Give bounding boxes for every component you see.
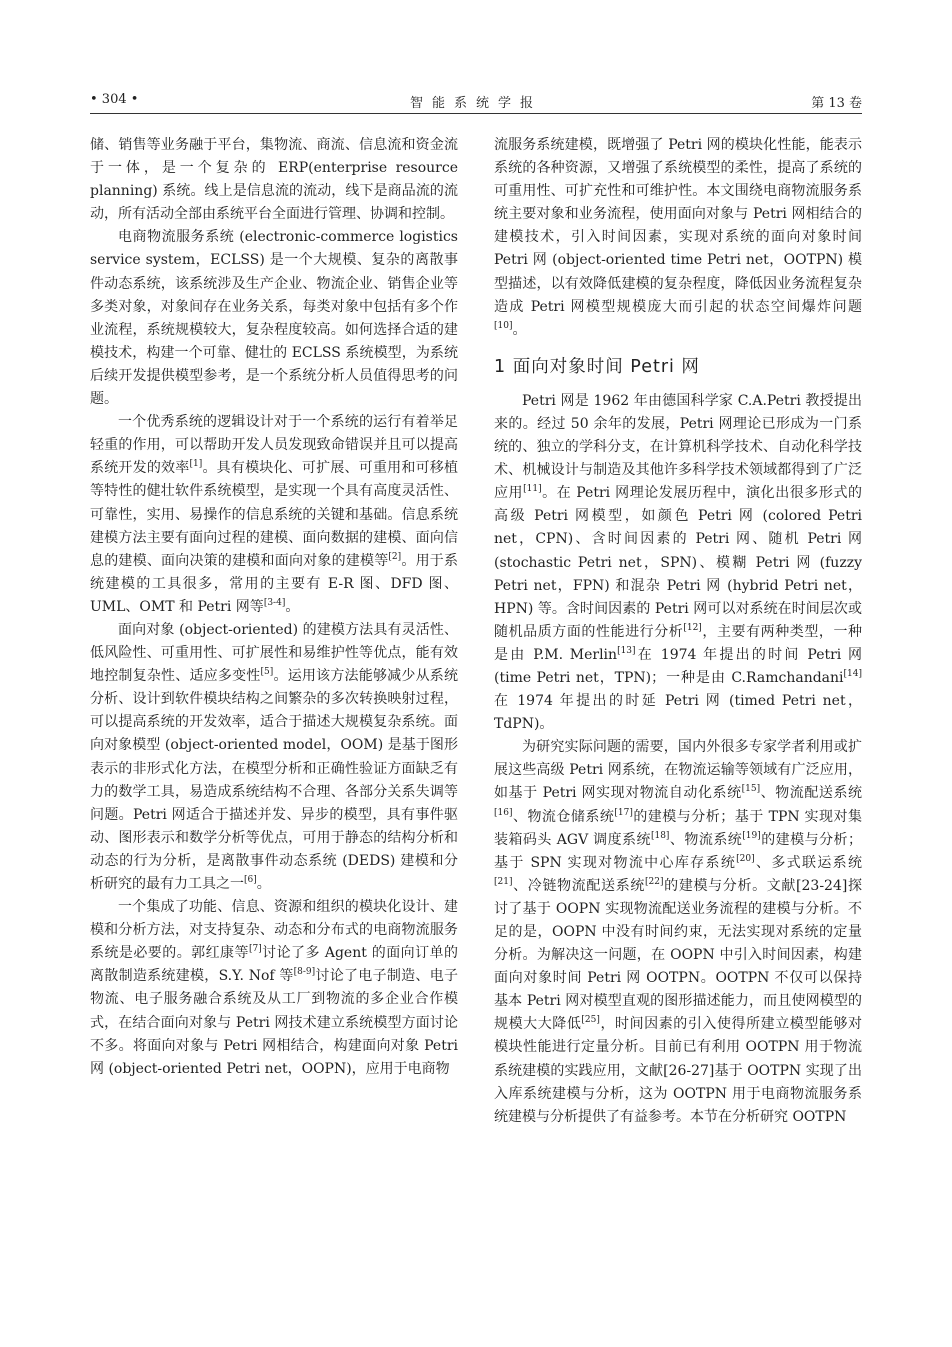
section-heading: 1 面向对象时间 Petri 网 — [494, 356, 700, 377]
citation[interactable]: [11] — [523, 484, 542, 495]
paragraph-text: 为研究实际问题的需要，国内外很多专家学者利用或扩展这些高级 Petri 网系统，在物流运输等领域有广泛应用，如基于 Petri 网实现对物流自动化系统 — [494, 739, 862, 802]
citation[interactable]: [15] — [741, 784, 761, 795]
page-number: • 304 • — [90, 92, 139, 107]
citation[interactable]: [17] — [614, 807, 633, 818]
citation[interactable]: [8-9] — [293, 967, 316, 978]
paragraph-text: 一个优秀系统的逻辑设计对于一个系统的运行有着举足轻重的作用，可以帮助开发人员发现致命错误并且可以提高系统开发的效率 — [90, 414, 458, 477]
citation[interactable]: [25] — [581, 1015, 600, 1026]
citation[interactable]: [12] — [683, 622, 702, 633]
citation[interactable]: [3-4] — [263, 597, 286, 608]
paragraph — [90, 896, 458, 1081]
paragraph-text: 的建模与分析。文献[23-24]探讨了基于 OOPN 实现物流配送业务流程的建模与分析。不足的是，OOPN 中没有时间约束，无法实现对系统的定量分析。为解决这一问题，在 OOPN 中引入时间因素，构建面向对象时间 Petri 网 OOTPN。OOTPN 不仅可以保持基本 Petri 网对模型直观的图形描述能力，而且使网模型的规模大大降低 — [494, 877, 862, 1033]
paragraph-text: 讨论了电子制造、电子物流、电子服务融合系统及从工厂到物流的多企业合作模式，在结合面向对象与 Petri 网技术建立系统模型方面讨论不多。将面向对象与 Petri 网相结合，构建面向对象 Petri 网 (object-oriented Petri net，OOPN)，应用于电商物 — [90, 968, 458, 1077]
paragraph-text: 、多式联运系统 — [754, 854, 862, 871]
paragraph-text: 、物流系统 — [669, 831, 743, 848]
paragraph-text: 的建模与分析；基于 TPN 实现对集装箱码头 AGV 调度系统 — [494, 808, 862, 848]
paragraph-text: 、物流仓储系统 — [512, 808, 615, 825]
citation[interactable]: [13] — [617, 645, 636, 656]
citation[interactable]: [20] — [736, 853, 755, 864]
paragraph — [90, 619, 458, 896]
paragraph-text: 。 — [512, 321, 527, 338]
paragraph-text: 的建模与分析；基于 SPN 实现对物流中心库存系统 — [494, 831, 862, 871]
paragraph-text: 。运用该方法能够减少从系统分析、设计到软件模块结构之间繁杂的多次转换映射过程，可以提高系统的开发效率，适合于描述大规模复杂系统。面向对象模型 (object-oriented model，OOM) 是基于图形表示的非形式化方法，在模型分析和正确性验证方面缺乏有力的数学工具，易造成系统结构不合理、各部分关系失调等问题。Petri 网适合于描述并发、异步的模型，具有事件驱动、图形表示和数学分析等优点，可用于静态的结构分析和动态的行为分析，是离散事件动态系统 (DEDS) 建模和分析研究的最有力工具之一 — [90, 668, 459, 892]
paragraph-text: 储、销售等业务融于平台，集物流、商流、信息流和资金流于一体，是一个复杂的 ERP(enterprise resource planning) 系统。线上是信息流的流动，线下是商品流的流动，所有活动全部由系统平台全面进行管理、协调和控制。 — [90, 137, 458, 223]
paragraph-text: 电商物流服务系统 (electronic-commerce logistics service system，ECLSS) 是一个大规模、复杂的离散事件动态系统，该系统涉及生产企业、物流企业、销售企业等多类对象，对象间存在业务关系，每类对象中包括有多个作业流程，系统规模较大，复杂程度较高。如何选择合适的建模技术，构建一个可靠、健壮的 ECLSS 系统模型，为系统后续开发提供模型参考，是一个系统分析人员值得思考的问题。 — [90, 229, 458, 408]
left-column — [90, 134, 458, 1081]
paragraph-text: 一个集成了功能、信息、资源和组织的模块化设计、建模和分析方法，对支持复杂、动态和分布式的电商物流服务系统是必要的。郭红康等 — [90, 899, 458, 962]
paragraph-text: 、冷链物流配送系统 — [512, 877, 646, 894]
citation[interactable]: [5] — [260, 667, 274, 678]
paragraph-text: 。具有模块化、可扩展、可重用和可移植等特性的健壮软件系统模型，是实现一个具有高度灵活性、可靠性，实用、易操作的信息系统的关键和基础。信息系统建模方法主要有面向过程的建模、面向数据的建模、面向信息的建模、面向决策的建模和面向对象的建模等 — [90, 460, 459, 569]
paragraph-text: 讨论了多 Agent 的面向订单的离散制造系统建模，S.Y. Nof 等 — [90, 945, 458, 985]
citation[interactable]: [2] — [388, 551, 402, 562]
citation[interactable]: [19] — [742, 830, 761, 841]
citation[interactable]: [21] — [494, 876, 513, 887]
citation[interactable]: [22] — [645, 876, 664, 887]
journal-title: 智能系统学报 — [409, 96, 542, 111]
paragraph-text: 在 1974 年提出的时延 Petri 网 (timed Petri net，TdPN)。 — [494, 693, 862, 733]
paragraph-text: 。用于系统建模的工具很多，常用的主要有 E-R 图、DFD 图、UML、OMT 和 Petri 网等 — [90, 552, 459, 615]
paragraph-text: Petri 网是 1962 年由德国科学家 C.A.Petri 教授提出来的。经过 50 余年的发展，Petri 网理论已形成为一门系统的、独立的学科分支，在计算机科学技术、自动化科学技术、机械设计与制造及其他许多科学技术领域都得到了广泛应用 — [494, 392, 862, 502]
paragraph — [494, 134, 862, 342]
paragraph-text: 。 — [256, 876, 271, 892]
paragraph-text: 、物流配送系统 — [760, 785, 863, 802]
paragraph — [494, 390, 862, 736]
paragraph-text: 面向对象 (object-oriented) 的建模方法具有灵活性、低风险性、可重用性、可扩展性和易维护性等优点，能有效地控制复杂性、适应多变性 — [90, 621, 458, 685]
paragraph-text: 。 — [285, 598, 300, 615]
citation[interactable]: [10] — [494, 320, 513, 331]
paragraph-text: ，时间因素的引入使得所建立模型能够对模块性能进行定量分析。目前已有利用 OOTPN 用于物流系统建模的实践应用，文献[26-27]基于 OOTPN 实现了出入库系统建模与分析，这为 OOTPN 用于电商物流服务系统建模与分析提供了有益参考。本节在分析研究 OOTPN — [494, 1016, 863, 1125]
paragraph — [90, 411, 458, 619]
paragraph-text: 在 1974 年提出的时间 Petri 网 (time Petri net，TPN)；一种是由 C.Ramchandani — [494, 646, 862, 686]
citation[interactable]: [1] — [189, 459, 203, 470]
paragraph — [90, 226, 458, 411]
paragraph — [494, 736, 862, 1129]
right-column — [494, 134, 862, 1129]
running-header — [90, 92, 862, 114]
paragraph-text: 流服务系统建模，既增强了 Petri 网的模块化性能，能表示系统的各种资源，又增强了系统模型的柔性，提高了系统的可重用性、可扩充性和可维护性。本文围绕电商物流服务系统主要对象和业务流程，使用面向对象与 Petri 网相结合的建模技术，引入时间因素，实现对系统的面向对象时间 Petri 网 (object-oriented time Petri net，OOTPN) 模型描述，以有效降低建模的复杂程度，降低因业务流程复杂造成 Petri 网模型规模庞大而引起的状态空间爆炸问题 — [494, 137, 862, 315]
citation[interactable]: [16] — [494, 807, 513, 818]
paragraph — [90, 134, 458, 226]
citation[interactable]: [6] — [244, 875, 257, 885]
paragraph-text: 。在 Petri 网理论发展历程中，演化出很多形式的高级 Petri 网模型，如颜色 Petri 网 (colored Petri net，CPN)、含时间因素的 Petri 网、随机 Petri 网 (stochastic Petri net，SPN)、模糊 Petri 网 (fuzzy Petri net，FPN) 和混杂 Petri 网 (hybrid Petri net，HPN) 等。含时间因素的 Petri 网可以对系统在时间层次或随机品质方面的性能进行分析 — [494, 485, 862, 640]
paragraph-text: ，主要有两种类型，一种是由 P.M. Merlin — [494, 623, 863, 663]
citation[interactable]: [7] — [248, 944, 262, 955]
volume-label: 第 13 卷 — [811, 96, 862, 111]
header-rule — [90, 113, 862, 114]
citation[interactable]: [18] — [650, 830, 670, 841]
citation[interactable]: [14] — [843, 668, 862, 679]
